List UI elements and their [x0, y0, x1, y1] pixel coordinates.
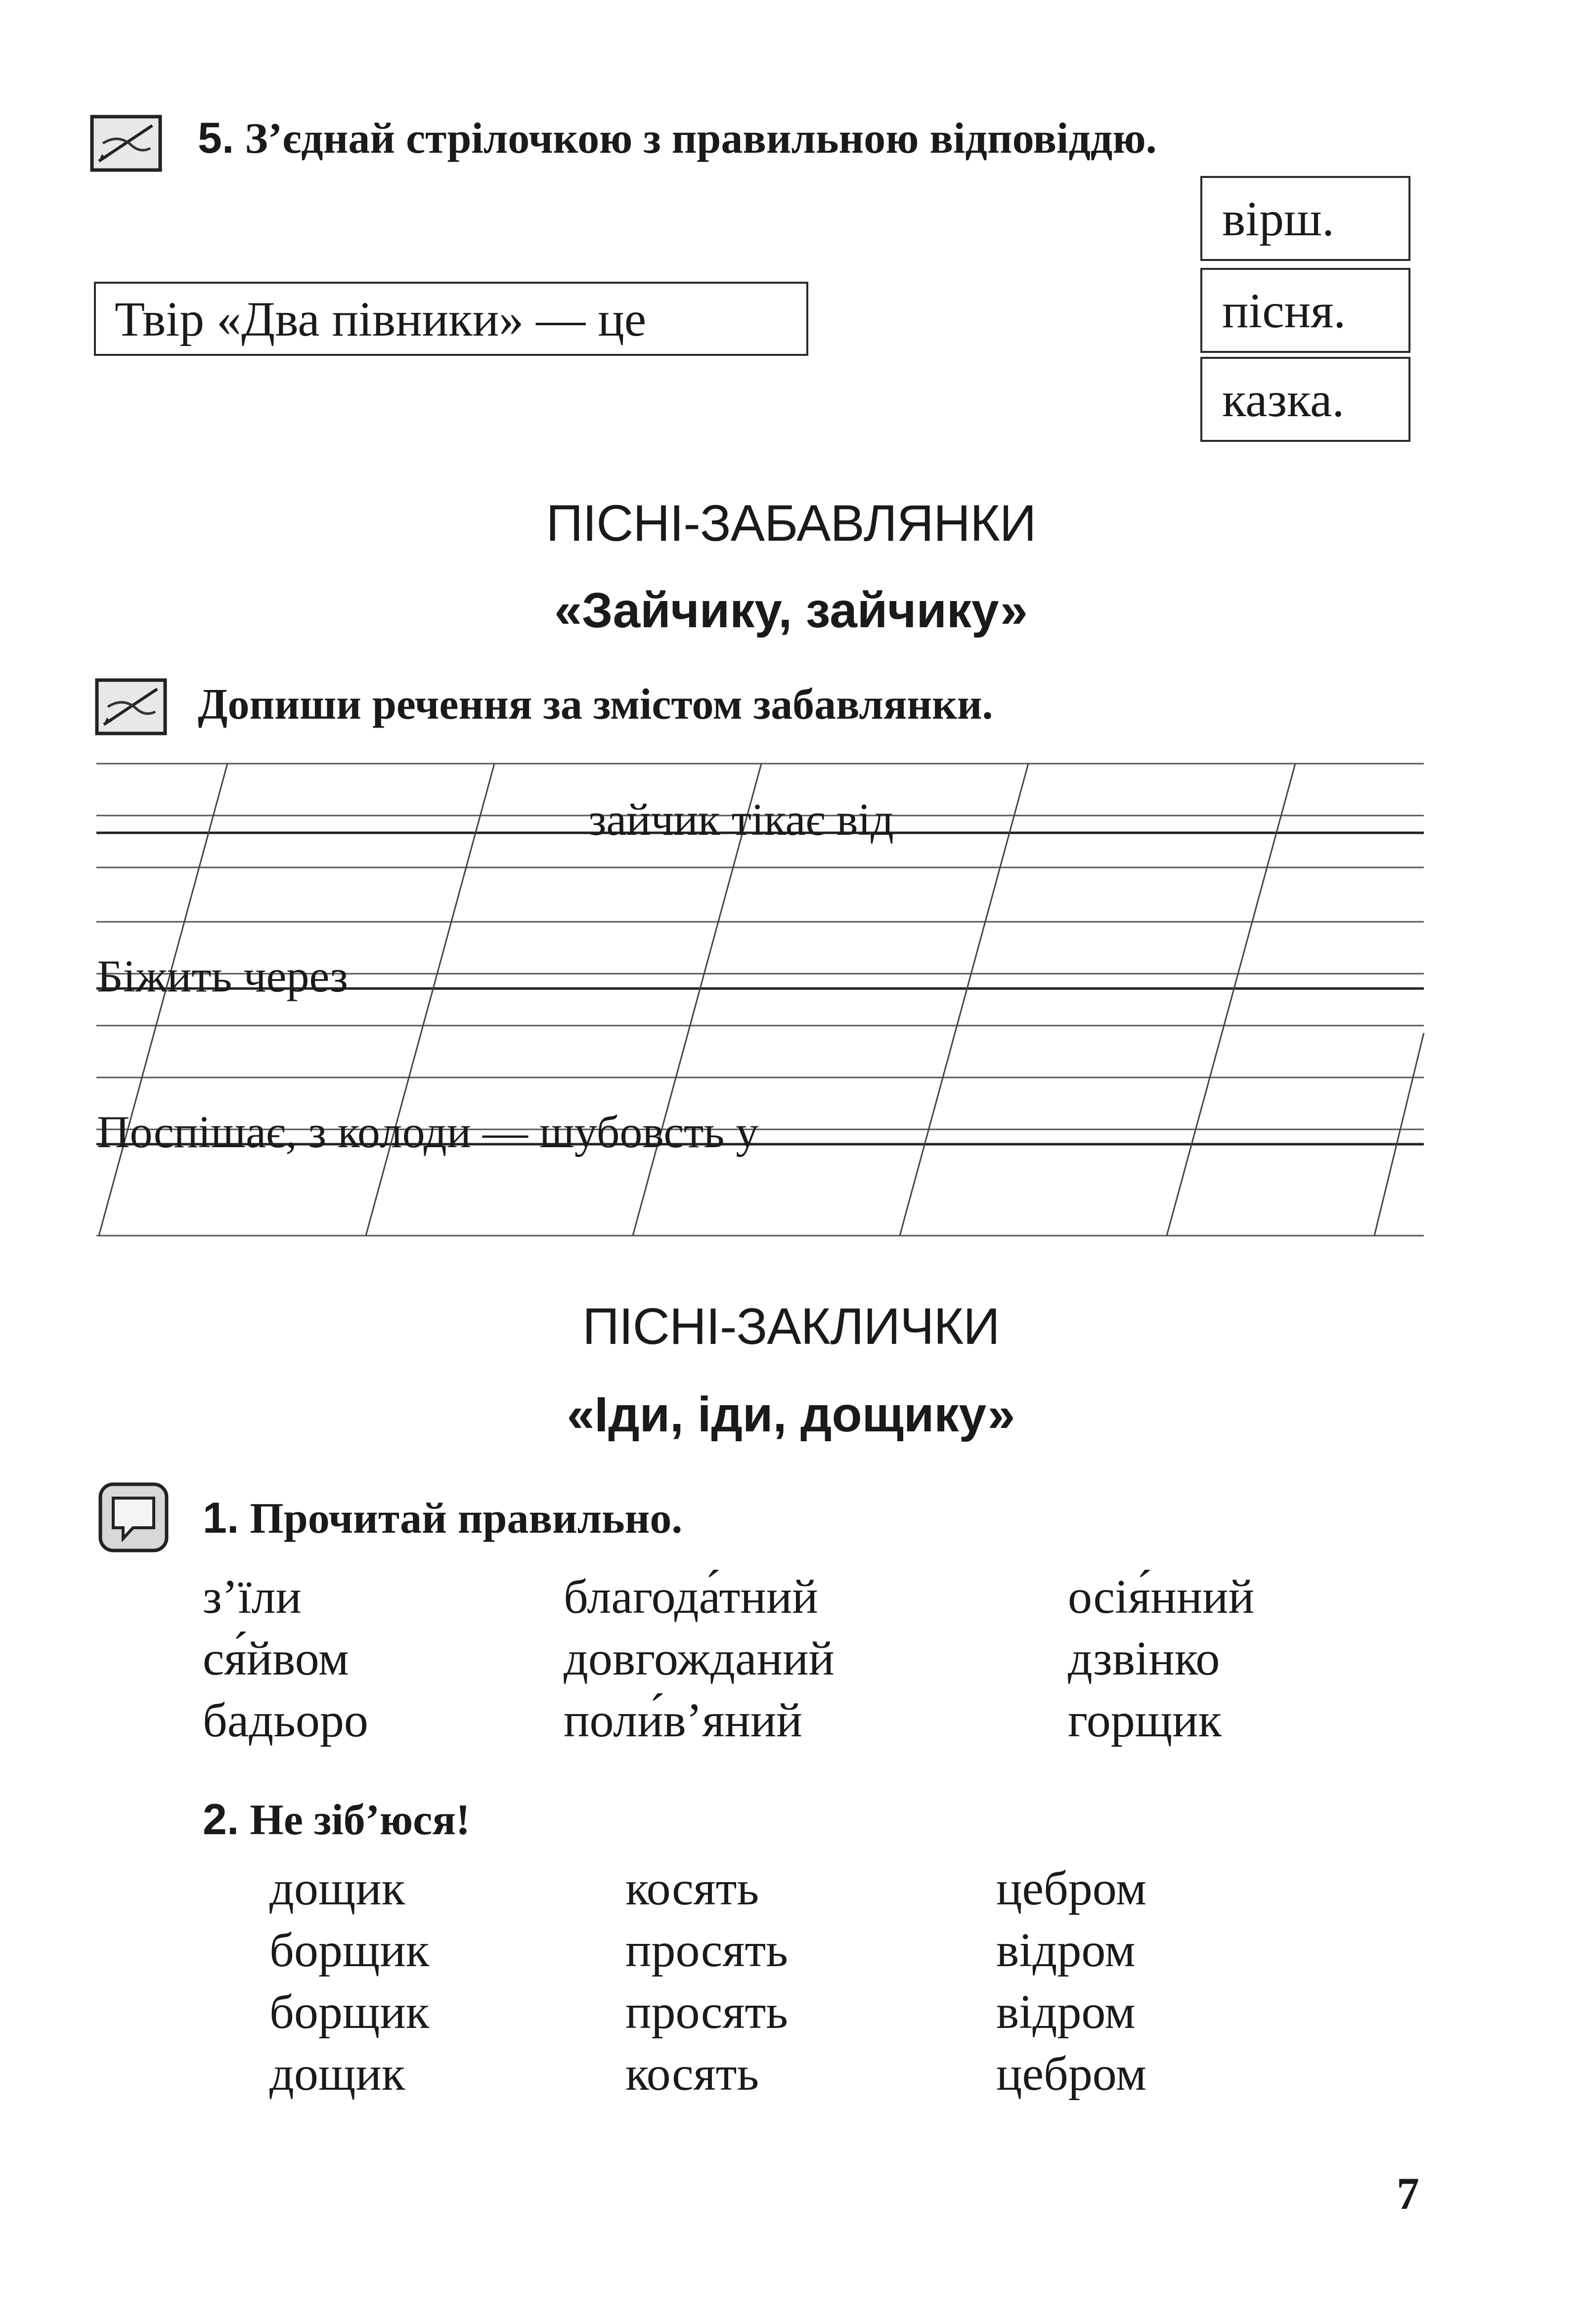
task5-prompt-text: Твір «Два півники» — це: [115, 291, 647, 346]
option-text-2: пісня.: [1222, 283, 1346, 338]
speech-bubble-icon: [96, 1480, 171, 1554]
option-box-3[interactable]: [1200, 357, 1410, 442]
word-c1r1: з’їли: [203, 1570, 302, 1624]
task2-instruction: [203, 1794, 470, 1845]
word-c3r2: дзвінко: [1068, 1632, 1220, 1685]
word-c2r3: поли́в’яний: [564, 1694, 802, 1747]
option-text-1: вірш.: [1222, 191, 1335, 246]
word2-c3r3: відром: [996, 1985, 1136, 2039]
task1-number: 1.: [203, 1493, 239, 1542]
word-c1r2: ся́йвом: [203, 1632, 349, 1685]
pencil-hand-icon: [94, 677, 168, 736]
word-c2r2: довгожданий: [564, 1632, 835, 1685]
word-c2r1: благода́тний: [564, 1570, 818, 1624]
page-number: 7: [1397, 2168, 1419, 2219]
word2-c3r4: цебром: [996, 2047, 1146, 2101]
pencil-hand-icon: [89, 114, 163, 173]
task5-instruction-text: З’єднай стрілочкою з правильною відповіддю.: [245, 115, 1157, 163]
sentence-line-2: Біжить через: [97, 951, 348, 1001]
word-c3r1: осія́нний: [1068, 1570, 1255, 1624]
word2-c1r4: дощик: [269, 2047, 405, 2101]
word2-c3r2: відром: [996, 1924, 1136, 1977]
section1-instruction: Допиши речення за змістом забавлянки.: [198, 681, 993, 729]
task5-instruction: [198, 113, 1157, 164]
section2-category: ПІСНІ-ЗАКЛИЧКИ: [582, 1298, 1000, 1355]
word2-c2r4: косять: [625, 2047, 759, 2101]
sentence-line-1: зайчик тікає від: [588, 794, 894, 845]
word-c3r3: горщик: [1068, 1694, 1222, 1747]
option-box-1[interactable]: [1200, 176, 1410, 261]
section1-title: «Зайчику, зайчику»: [554, 583, 1028, 638]
word2-c1r3: борщик: [269, 1985, 430, 2039]
sentence-line-3: Поспішає, з колоди — шубовсть у: [97, 1107, 759, 1157]
section1-category: ПІСНІ-ЗАБАВЛЯНКИ: [546, 495, 1036, 552]
word2-c2r3: просять: [625, 1985, 788, 2039]
word2-c1r2: борщик: [269, 1924, 430, 1977]
task5-prompt-box: [94, 282, 808, 356]
word2-c2r2: просять: [625, 1924, 788, 1977]
word2-c2r1: косять: [625, 1862, 759, 1915]
task2-instruction-text: Не зіб’юся!: [250, 1796, 471, 1844]
task1-instruction: [203, 1493, 682, 1544]
option-box-2[interactable]: [1200, 268, 1410, 353]
task1-instruction-text: Прочитай правильно.: [250, 1495, 683, 1543]
word2-c3r1: цебром: [996, 1862, 1146, 1915]
task5-number: 5.: [198, 113, 234, 162]
option-text-3: казка.: [1222, 372, 1345, 427]
task2-number: 2.: [203, 1795, 239, 1844]
word-c1r3: бадьоро: [203, 1694, 368, 1747]
section2-title: «Іди, іди, дощику»: [567, 1387, 1015, 1442]
word2-c1r1: дощик: [269, 1862, 405, 1915]
